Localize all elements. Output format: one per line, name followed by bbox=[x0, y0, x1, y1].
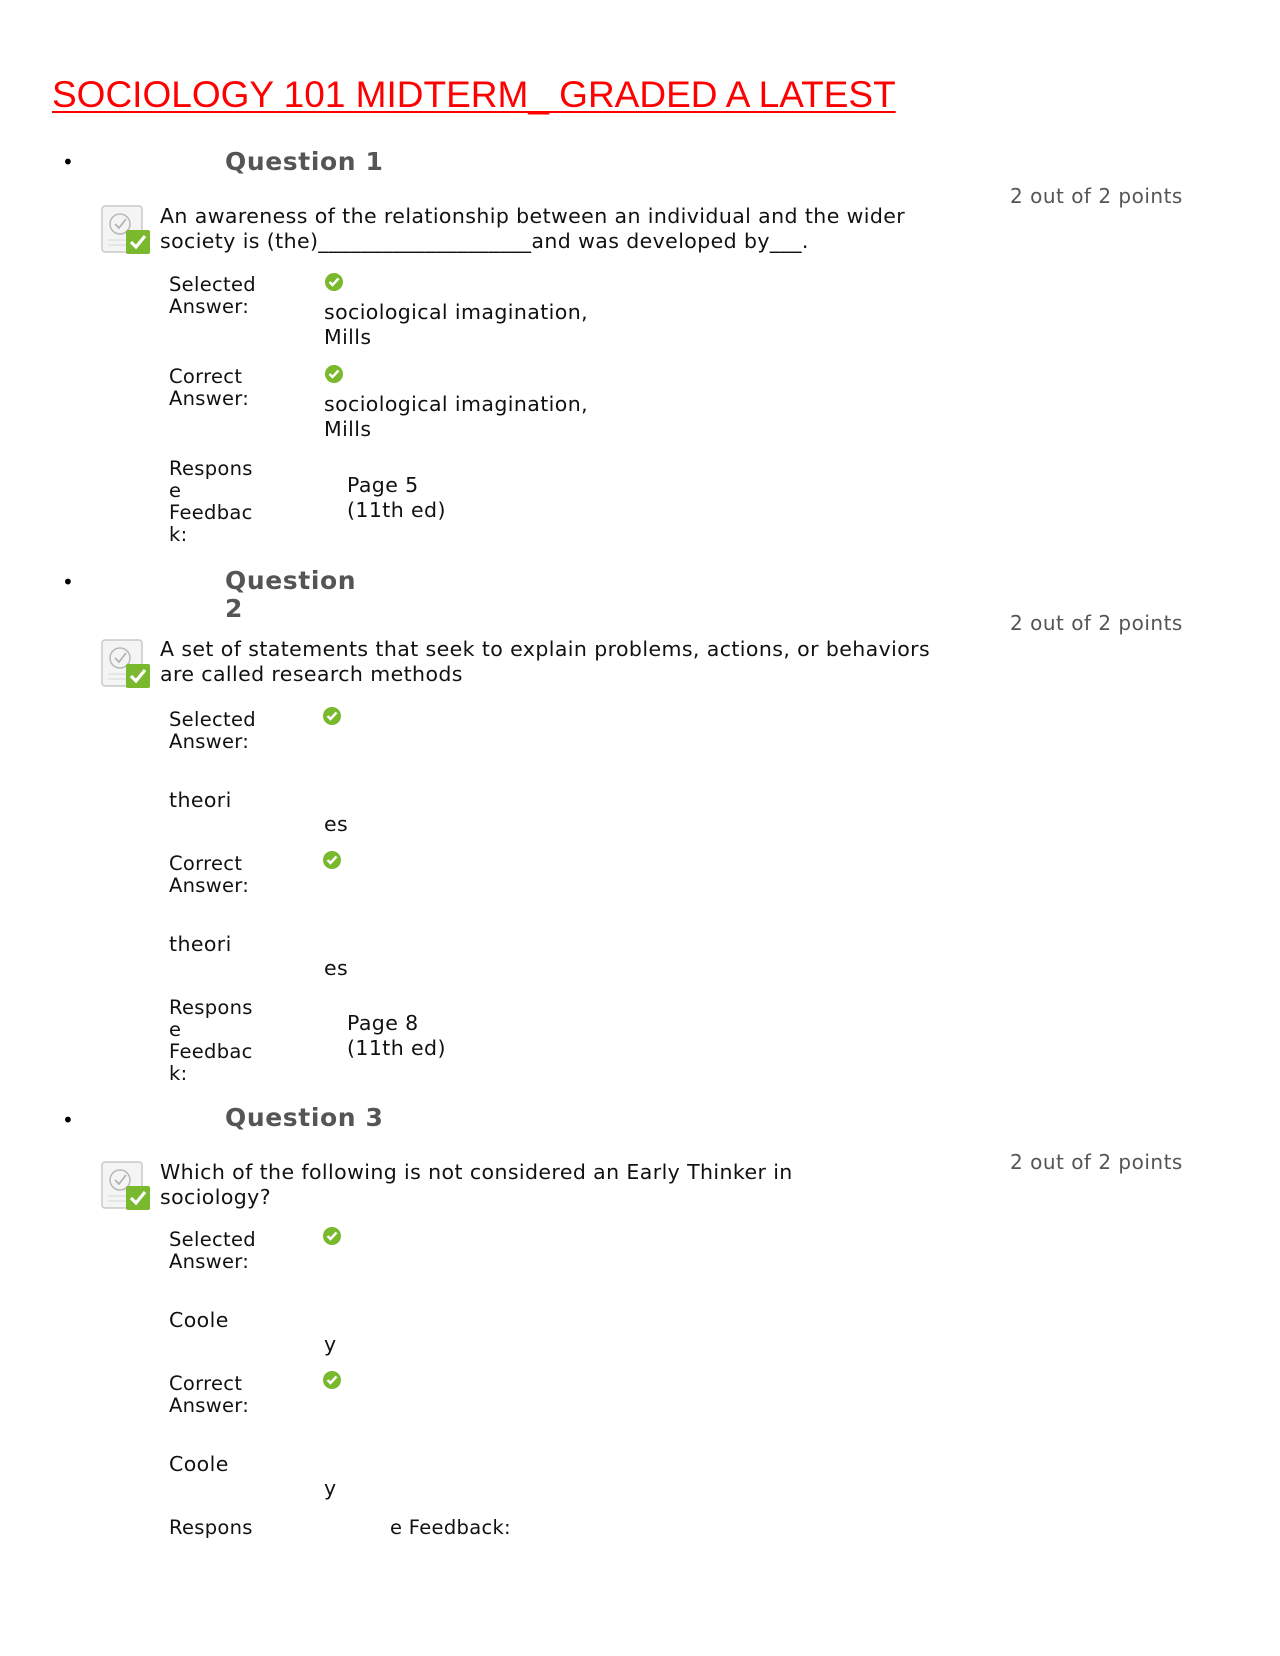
correct-check-icon bbox=[322, 706, 342, 726]
selected-answer-label: Selected Answer: bbox=[169, 273, 256, 318]
graded-question-icon bbox=[100, 204, 152, 256]
question-1-correct-answer: sociological imagination, Mills bbox=[324, 392, 588, 441]
question-2-feedback: Page 8 (11th ed) bbox=[347, 1011, 446, 1060]
question-1-points: 2 out of 2 points bbox=[1010, 184, 1183, 208]
bullet: • bbox=[62, 1108, 74, 1132]
question-3-text: Which of the following is not considered an Early Thinker in sociology? bbox=[160, 1160, 793, 1209]
question-2-selected-answer-part2: es bbox=[324, 812, 349, 836]
question-1-selected-answer: sociological imagination, Mills bbox=[324, 300, 588, 349]
response-feedback-label: Respons bbox=[169, 1516, 253, 1539]
response-feedback-label: Respons e Feedbac k: bbox=[169, 457, 253, 546]
correct-answer-label: Correct Answer: bbox=[169, 852, 250, 897]
question-3-correct-answer-part1: Coole bbox=[169, 1452, 229, 1476]
question-1-feedback: Page 5 (11th ed) bbox=[347, 473, 446, 522]
question-3-points: 2 out of 2 points bbox=[1010, 1150, 1183, 1174]
selected-answer-label: Selected Answer: bbox=[169, 1228, 256, 1273]
selected-answer-label: Selected Answer: bbox=[169, 708, 256, 753]
question-3-heading: Question 3 bbox=[225, 1103, 384, 1132]
response-feedback-label: Respons e Feedbac k: bbox=[169, 996, 253, 1085]
question-2-text: A set of statements that seek to explain problems, actions, or behaviors are called research methods bbox=[160, 637, 931, 686]
question-1-text: An awareness of the relationship between an individual and the wider society is (the)____________________and was developed by___. bbox=[160, 204, 906, 253]
question-2-points: 2 out of 2 points bbox=[1010, 611, 1183, 635]
correct-check-icon bbox=[324, 272, 344, 292]
question-1-heading: Question 1 bbox=[225, 147, 384, 176]
bullet: • bbox=[62, 150, 74, 174]
correct-check-icon bbox=[322, 850, 342, 870]
correct-check-icon bbox=[322, 1226, 342, 1246]
document-title: SOCIOLOGY 101 MIDTERM_ GRADED A LATEST bbox=[52, 74, 896, 115]
graded-question-icon bbox=[100, 638, 152, 690]
bullet: • bbox=[62, 570, 74, 594]
question-2-heading: Question 2 bbox=[225, 566, 357, 623]
correct-answer-label: Correct Answer: bbox=[169, 1372, 250, 1417]
question-3-selected-answer-part2: y bbox=[324, 1332, 337, 1356]
response-feedback-label-rest: e Feedback: bbox=[390, 1516, 511, 1539]
graded-question-icon bbox=[100, 1160, 152, 1212]
question-3-selected-answer-part1: Coole bbox=[169, 1308, 229, 1332]
correct-check-icon bbox=[324, 364, 344, 384]
question-2-selected-answer-part1: theori bbox=[169, 788, 232, 812]
question-3-correct-answer-part2: y bbox=[324, 1476, 337, 1500]
question-2-correct-answer-part2: es bbox=[324, 956, 349, 980]
correct-check-icon bbox=[322, 1370, 342, 1390]
correct-answer-label: Correct Answer: bbox=[169, 365, 250, 410]
question-2-correct-answer-part1: theori bbox=[169, 932, 232, 956]
